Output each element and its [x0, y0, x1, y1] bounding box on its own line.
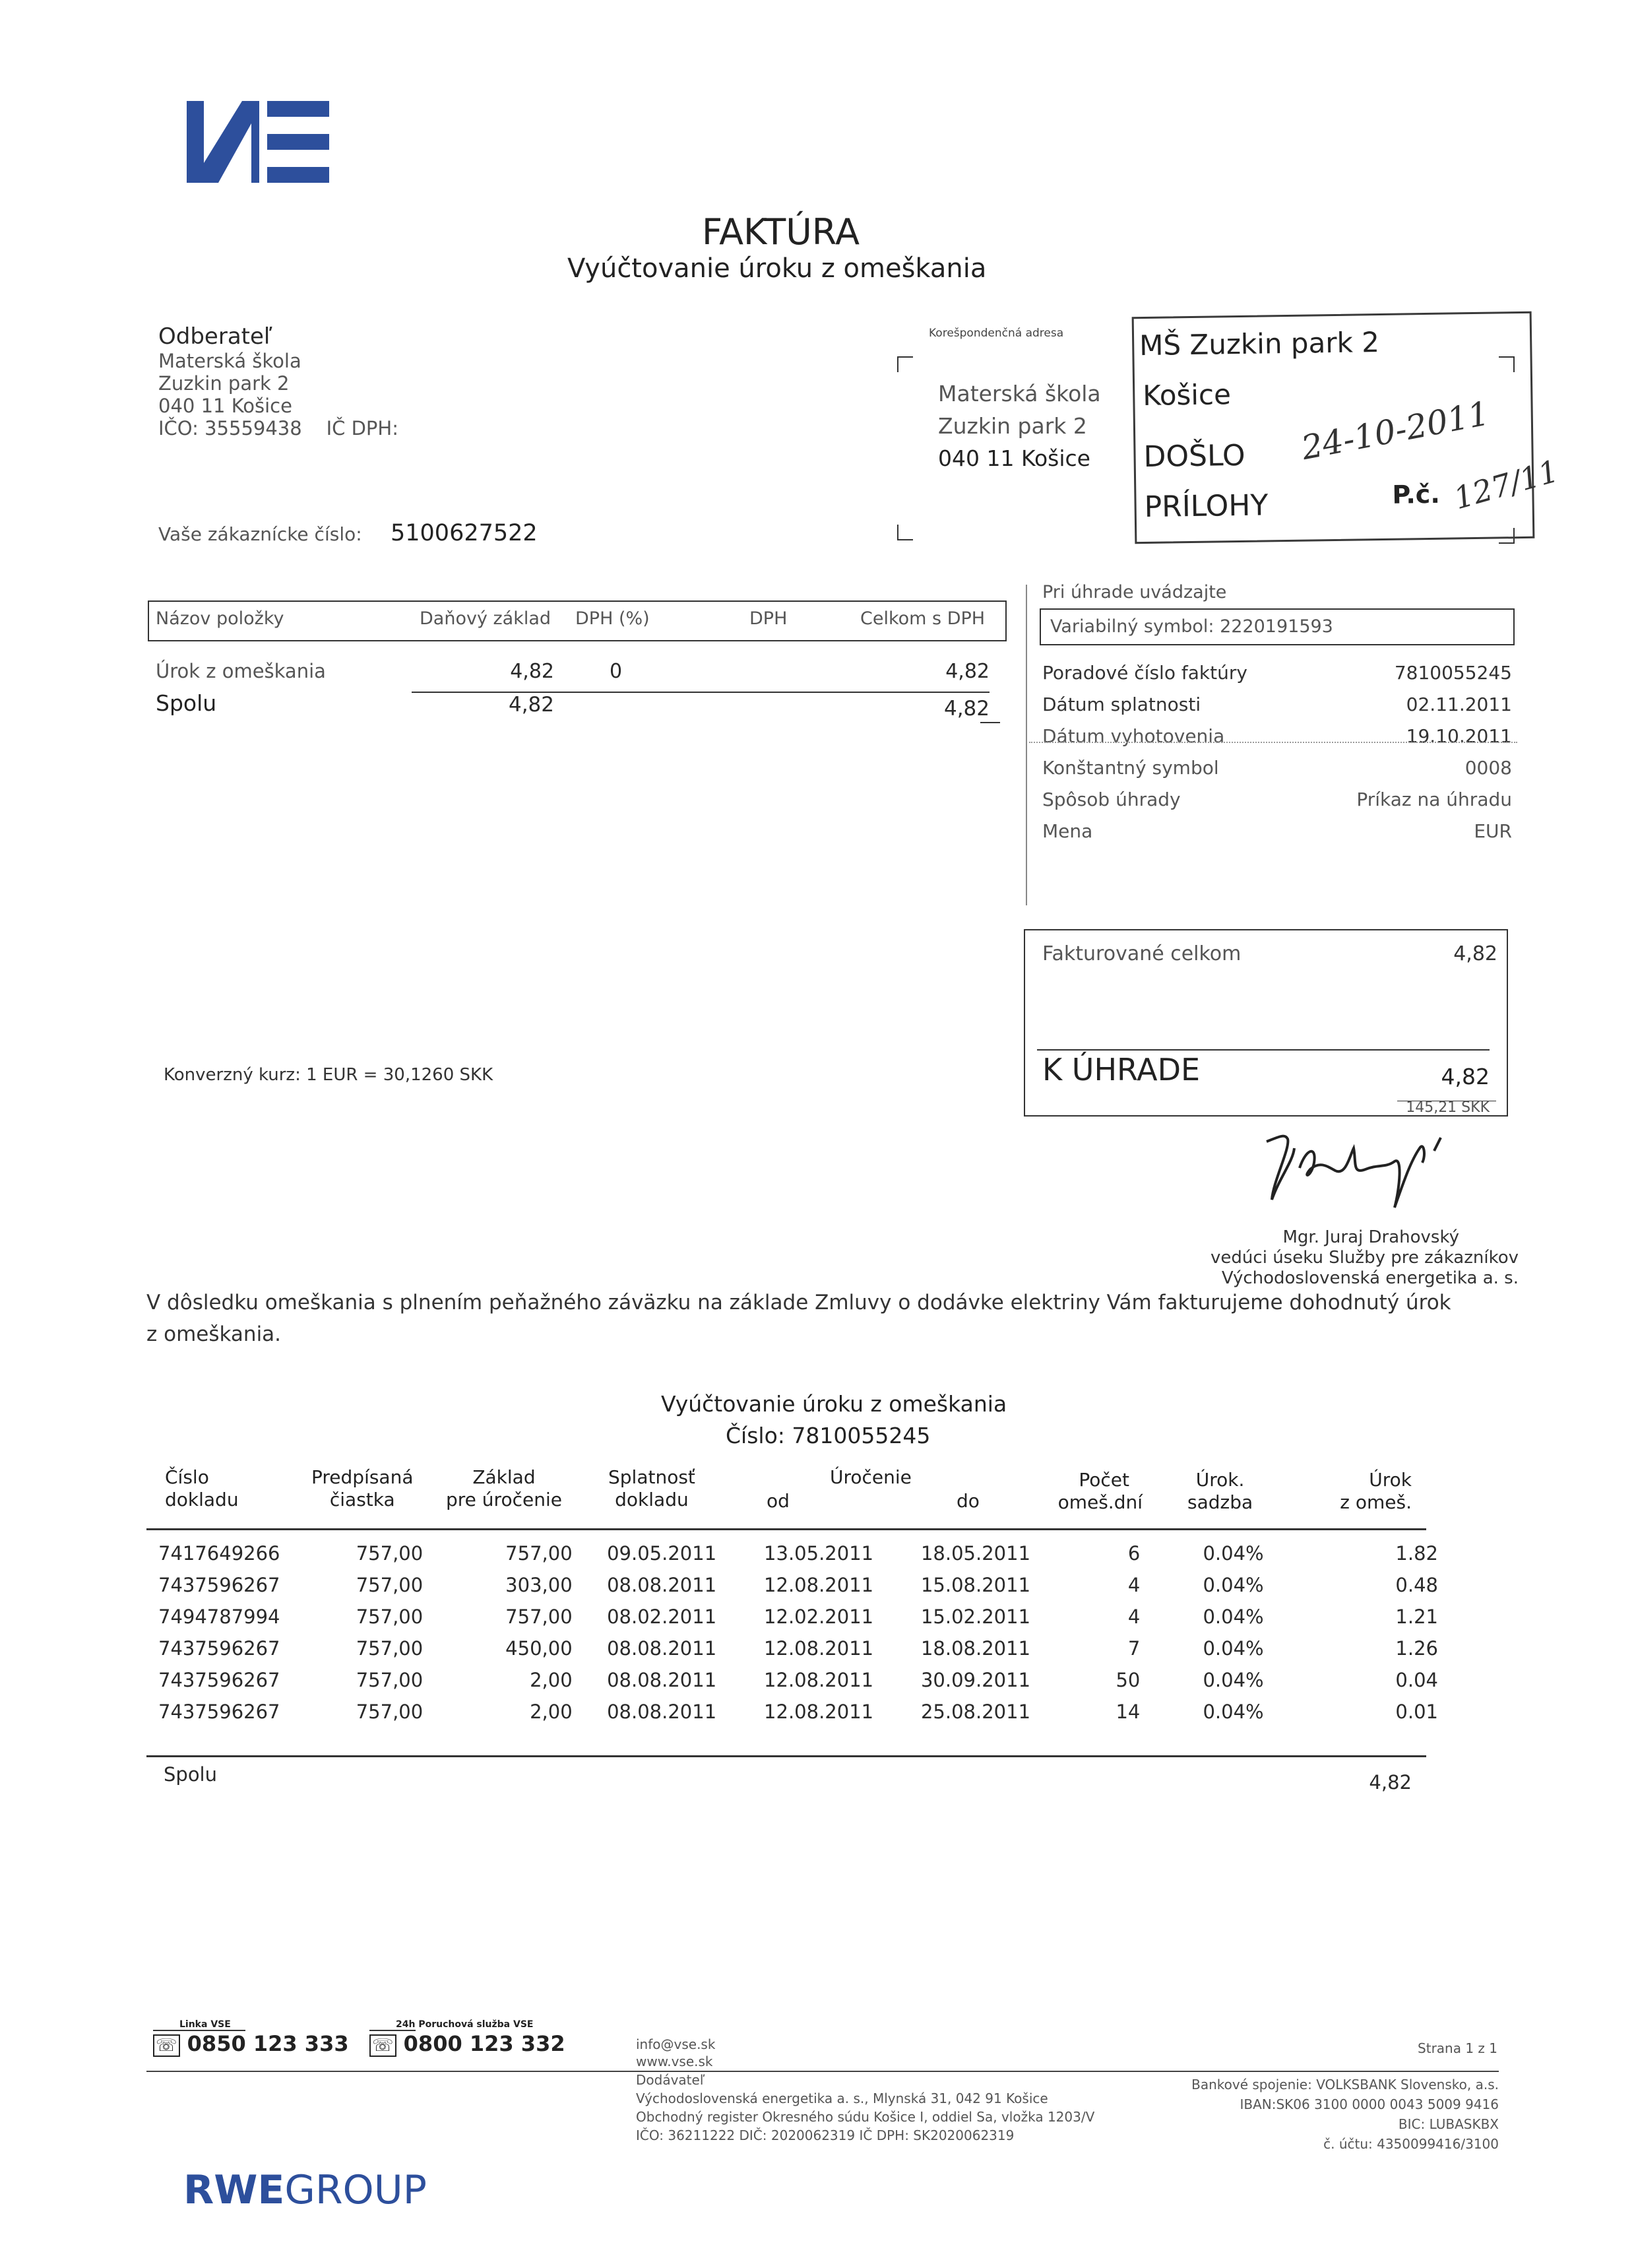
interest-to: 18.08.2011 [920, 1637, 1031, 1660]
interest-from: 12.08.2011 [764, 1574, 874, 1596]
doc-number: 7494787994 [158, 1605, 280, 1628]
payment-dotted-rule [1029, 742, 1517, 743]
interest-base: 757,00 [505, 1605, 573, 1628]
payment-row-value: 7810055245 [1394, 662, 1512, 684]
bank-line: Bankové spojenie: VOLKSBANK Slovensko, a.s. [1191, 2077, 1499, 2092]
interest-amount: 1.21 [1395, 1605, 1438, 1628]
interest-base: 303,00 [505, 1574, 573, 1596]
customer-line: 040 11 Košice [158, 395, 292, 417]
header-to: do [957, 1490, 980, 1512]
supplier-line: Východoslovenská energetika a. s., Mlynská 31, 042 91 Košice [636, 2090, 1048, 2106]
interest-rate: 0.04% [1203, 1574, 1264, 1596]
doc-number: 7437596267 [158, 1669, 280, 1691]
invoiced-label: Fakturované celkom [1042, 942, 1242, 965]
supplier-line: Obchodný register Okresného súdu Košice I, oddiel Sa, vložka 1203/V [636, 2109, 1095, 2125]
prescribed-amount: 757,00 [356, 1637, 424, 1660]
phone-icon: ☏ [153, 2034, 180, 2057]
doc-number: 7437596267 [158, 1637, 280, 1660]
payment-row [1042, 784, 1517, 816]
rwe-logo-part2: GROUP [284, 2167, 427, 2213]
payment-row-value: 0008 [1464, 757, 1512, 779]
payment-row-label: Konštantný symbol [1042, 757, 1219, 779]
summary-sum-label: Spolu [156, 690, 217, 716]
signature-icon [1253, 1122, 1478, 1214]
doc-number: 7437596267 [158, 1701, 280, 1723]
supplier-block [636, 2089, 1094, 2145]
page-number: Strana 1 z 1 [1418, 2040, 1497, 2056]
corr-address [938, 377, 1101, 474]
payment-row-value: Príkaz na úhradu [1356, 789, 1512, 810]
due-date: 08.08.2011 [607, 1637, 717, 1660]
linka-phone [153, 2031, 349, 2057]
totals-rule [1037, 1049, 1490, 1051]
detail-row [158, 1633, 1438, 1664]
porucha-label: 24h Poruchová služba VSE [396, 2019, 534, 2030]
detail-row [158, 1538, 1438, 1569]
stamp-doslo-label: DOŠLO [1143, 438, 1245, 474]
overdue-days: 14 [1116, 1701, 1141, 1723]
summary-row-vat-pct: 0 [610, 660, 623, 683]
header-interest: Úročenie [830, 1466, 912, 1488]
payment-row-value: EUR [1474, 820, 1512, 842]
detail-sum-rule [146, 1755, 1426, 1757]
interest-from: 13.05.2011 [764, 1542, 874, 1565]
corr-address-label: Korešpondenčná adresa [929, 327, 1064, 340]
corr-line: Zuzkin park 2 [938, 413, 1087, 439]
footer-rule [146, 2071, 1499, 2072]
interest-to: 15.02.2011 [920, 1605, 1031, 1628]
customer-address [158, 350, 398, 439]
customer-line: Zuzkin park 2 [158, 372, 290, 395]
interest-rate: 0.04% [1203, 1637, 1264, 1660]
interest-rate: 0.04% [1203, 1701, 1264, 1723]
payment-row-label: Spôsob úhrady [1042, 789, 1181, 810]
detail-row [158, 1569, 1438, 1601]
payment-row [1042, 721, 1517, 752]
prescribed-amount: 757,00 [356, 1542, 424, 1565]
received-stamp [1132, 311, 1563, 544]
signatory-name: Mgr. Juraj Drahovský [1282, 1227, 1459, 1247]
summary-bottom-rule [980, 722, 1000, 723]
interest-to: 15.08.2011 [920, 1574, 1031, 1596]
payment-row [1042, 752, 1517, 784]
stamp-prilohy-label: PRÍLOHY [1144, 488, 1269, 525]
stamp-pc-value: 127/11 [1449, 453, 1563, 517]
payment-row-label: Dátum splatnosti [1042, 694, 1201, 715]
bank-line: IBAN:SK06 3100 0000 0043 5009 9416 [1240, 2096, 1499, 2112]
bank-block [1191, 2075, 1499, 2154]
interest-from: 12.08.2011 [764, 1701, 874, 1723]
customer-number-value: 5100627522 [391, 520, 538, 546]
summary-sum-base: 4,82 [508, 693, 554, 717]
interest-from: 12.08.2011 [764, 1669, 874, 1691]
supplier-label: Dodávateľ [636, 2072, 705, 2088]
detail-table [158, 1538, 1438, 1728]
interest-amount: 0.01 [1395, 1701, 1438, 1723]
payment-row-value: 19.10.2011 [1406, 725, 1512, 747]
footer-web[interactable]: www.vse.sk [636, 2054, 713, 2069]
interest-amount: 1.26 [1395, 1637, 1438, 1660]
header-days: Počet omeš.dní [1057, 1469, 1143, 1513]
summary-col-name: Názov položky [156, 608, 284, 629]
payment-row-value: 02.11.2011 [1406, 694, 1512, 715]
detail-title: Vyúčtovanie úroku z omeškania [661, 1391, 1007, 1417]
detail-header-rule [146, 1528, 1426, 1530]
doc-number: 7417649266 [158, 1542, 280, 1565]
payment-rows [1042, 657, 1517, 847]
detail-row [158, 1664, 1438, 1696]
corr-line: 040 11 Košice [938, 445, 1090, 471]
stamp-line2: Košice [1142, 378, 1232, 412]
stamp-pc-label: P.č. [1392, 479, 1441, 509]
header-doc-no: Číslo dokladu [165, 1466, 239, 1510]
bank-line: BIC: LUBASKBX [1398, 2116, 1499, 2132]
body-text-line2: z omeškania. [146, 1322, 282, 1346]
payment-row [1042, 816, 1517, 847]
vse-logo [187, 97, 329, 187]
interest-base: 757,00 [505, 1542, 573, 1565]
payment-left-rule [1026, 585, 1027, 905]
detail-number: Číslo: 7810055245 [726, 1423, 931, 1448]
payment-heading: Pri úhrade uvádzajte [1042, 582, 1227, 602]
due-date: 09.05.2011 [607, 1542, 717, 1565]
summary-col-vat: DPH [749, 608, 788, 629]
payment-row-label: Dátum vyhotovenia [1042, 725, 1225, 747]
interest-base: 2,00 [530, 1701, 573, 1723]
detail-sum-value: 4,82 [1369, 1771, 1412, 1794]
interest-base: 450,00 [505, 1637, 573, 1660]
detail-row [158, 1696, 1438, 1728]
header-rate: Úrok. sadzba [1187, 1469, 1253, 1513]
interest-amount: 0.48 [1395, 1574, 1438, 1596]
payment-row-label: Mena [1042, 820, 1093, 842]
footer-email[interactable]: info@vse.sk [636, 2036, 716, 2052]
summary-row-name: Úrok z omeškania [156, 660, 326, 682]
corr-corner-top [897, 356, 913, 372]
phone-icon: ☏ [369, 2034, 396, 2057]
detail-sum-label: Spolu [164, 1763, 217, 1786]
due-label: K ÚHRADE [1042, 1052, 1201, 1087]
header-interest-amt: Úrok z omeš. [1340, 1469, 1412, 1513]
stamp-doslo-date: 24-10-2011 [1298, 394, 1493, 468]
invoice-subtitle: Vyúčtovanie úroku z omeškania [567, 253, 987, 284]
interest-rate: 0.04% [1203, 1669, 1264, 1691]
vse-logo-mark [187, 97, 329, 187]
due-skk: 145,21 SKK [1406, 1099, 1490, 1116]
interest-amount: 1.82 [1395, 1542, 1438, 1565]
overdue-days: 6 [1127, 1542, 1141, 1565]
summary-col-vat-pct: DPH (%) [575, 608, 650, 629]
linka-number: 0850 123 333 [187, 2031, 349, 2056]
interest-from: 12.02.2011 [764, 1605, 874, 1628]
signatory-role: vedúci úseku Služby pre zákazníkov [1211, 1248, 1519, 1268]
signature-image [1253, 1122, 1478, 1214]
interest-from: 12.08.2011 [764, 1637, 874, 1660]
due-date: 08.08.2011 [607, 1574, 717, 1596]
conversion-rate: Konverzný kurz: 1 EUR = 30,1260 SKK [164, 1065, 493, 1085]
customer-heading: Odberateľ [158, 323, 272, 350]
supplier-line: IČO: 36211222 DIČ: 2020062319 IČ DPH: SK2020062319 [636, 2127, 1015, 2143]
summary-row-base: 4,82 [510, 660, 554, 683]
overdue-days: 7 [1127, 1637, 1141, 1660]
detail-row [158, 1601, 1438, 1633]
prescribed-amount: 757,00 [356, 1669, 424, 1691]
interest-amount: 0.04 [1395, 1669, 1438, 1691]
signatory-block [991, 1227, 1519, 1289]
customer-line: Materská škola [158, 350, 301, 372]
interest-to: 18.05.2011 [920, 1542, 1031, 1565]
header-due: Splatnosť dokladu [608, 1466, 695, 1510]
signatory-company: Východoslovenská energetika a. s. [1221, 1268, 1519, 1288]
customer-number-label: Vaše zákaznícke číslo: [158, 523, 362, 545]
due-date: 08.08.2011 [607, 1701, 717, 1723]
customer-ico: IČO: 35559438 IČ DPH: [158, 417, 399, 439]
summary-col-total: Celkom s DPH [860, 608, 986, 629]
prescribed-amount: 757,00 [356, 1574, 424, 1596]
payment-row [1042, 689, 1517, 721]
header-base: Základ pre úročenie [446, 1466, 562, 1510]
overdue-days: 50 [1116, 1669, 1141, 1691]
interest-rate: 0.04% [1203, 1542, 1264, 1565]
doc-number: 7437596267 [158, 1574, 280, 1596]
payment-row-label: Poradové číslo faktúry [1042, 662, 1247, 684]
corr-corner-bottom [897, 525, 913, 540]
summary-row-total: 4,82 [945, 660, 990, 683]
payment-row [1042, 657, 1517, 689]
overdue-days: 4 [1127, 1605, 1141, 1628]
corr-line: Materská škola [938, 381, 1101, 406]
due-value: 4,82 [1441, 1064, 1490, 1089]
interest-base: 2,00 [530, 1669, 573, 1691]
rwe-logo-part1: RWE [183, 2167, 285, 2213]
due-date: 08.08.2011 [607, 1669, 717, 1691]
variable-symbol: Variabilný symbol: 2220191593 [1050, 616, 1333, 637]
due-date: 08.02.2011 [607, 1605, 717, 1628]
linka-label: Linka VSE [179, 2019, 231, 2030]
invoice-title: FAKTÚRA [702, 211, 860, 253]
rwe-group-logo [183, 2167, 427, 2213]
porucha-phone [369, 2031, 565, 2057]
invoiced-value: 4,82 [1453, 942, 1497, 965]
prescribed-amount: 757,00 [356, 1701, 424, 1723]
body-text-line1: V dôsledku omeškania s plnením peňažného záväzku na základe Zmluvy o dodávke elektriny Vám fakturujeme dohodnutý úrok [146, 1291, 1451, 1314]
porucha-number: 0800 123 332 [403, 2031, 565, 2056]
stamp-line1: MŠ Zuzkin park 2 [1139, 326, 1380, 362]
interest-to: 30.09.2011 [920, 1669, 1031, 1691]
interest-rate: 0.04% [1203, 1605, 1264, 1628]
summary-col-base: Daňový základ [420, 608, 551, 629]
interest-to: 25.08.2011 [920, 1701, 1031, 1723]
prescribed-amount: 757,00 [356, 1605, 424, 1628]
bank-line: č. účtu: 4350099416/3100 [1323, 2136, 1499, 2152]
header-from: od [767, 1490, 790, 1512]
overdue-days: 4 [1127, 1574, 1141, 1596]
header-prescribed: Predpísaná čiastka [311, 1466, 414, 1510]
summary-sum-total: 4,82 [943, 697, 990, 721]
